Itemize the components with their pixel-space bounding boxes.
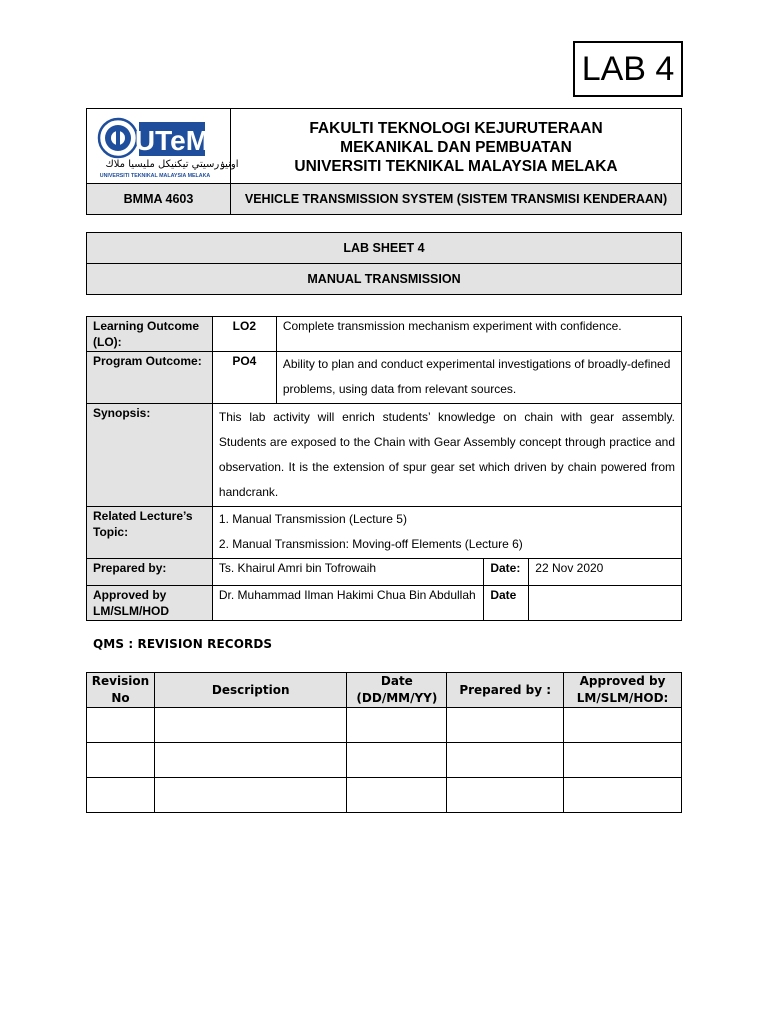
table-cell <box>347 743 447 778</box>
course-code: BMMA 4603 <box>87 184 231 215</box>
utem-logo <box>95 117 239 179</box>
col-header-revision-line1: Revision <box>91 674 150 688</box>
university-name: UNIVERSITI TEKNIKAL MALAYSIA MELAKA <box>294 157 618 175</box>
table-cell <box>447 743 564 778</box>
topic-item-1: 1. Manual Transmission (Lecture 5) <box>218 512 407 526</box>
col-header-approved-line1: Approved by <box>579 674 666 688</box>
topic-item-2: 2. Manual Transmission: Moving-off Elements (Lecture 6) <box>218 537 523 551</box>
approved-value: Dr. Muhammad Ilman Hakimi Chua Bin Abdullah <box>212 586 483 621</box>
col-header-description: Description <box>154 673 346 708</box>
faculty-title-cell <box>231 109 682 184</box>
revision-records-table <box>86 672 682 813</box>
approved-date-value <box>529 586 682 621</box>
table-cell <box>87 743 155 778</box>
approved-label: Approved by LM/SLM/HOD <box>87 586 213 621</box>
topic-list <box>212 507 681 559</box>
table-row <box>87 743 682 778</box>
po-text: Ability to plan and conduct experimental investigations of broadly-defined problems, using data from relevant sources. <box>276 352 681 404</box>
logo-caption-text: UNIVERSITI TEKNIKAL MALAYSIA MELAKA <box>99 173 211 179</box>
table-cell <box>154 743 346 778</box>
lab-number-label: LAB 4 <box>581 49 675 88</box>
lab-info-table <box>86 316 682 621</box>
prepared-label: Prepared by: <box>87 559 213 586</box>
po-label: Program Outcome: <box>87 352 213 404</box>
table-cell <box>564 743 682 778</box>
table-cell <box>347 708 447 743</box>
prepared-date-label: Date: <box>484 559 529 586</box>
lab-number-box <box>573 41 683 97</box>
prepared-value: Ts. Khairul Amri bin Tofrowaih <box>212 559 483 586</box>
col-header-date-line2: (DD/MM/YY) <box>356 691 438 705</box>
lab-sheet-subtitle: MANUAL TRANSMISSION <box>87 264 682 295</box>
col-header-prepared: Prepared by : <box>447 673 564 708</box>
col-header-approved <box>564 673 682 708</box>
table-row <box>87 708 682 743</box>
prepared-date-value: 22 Nov 2020 <box>529 559 682 586</box>
po-code: PO4 <box>212 352 276 404</box>
table-cell <box>447 778 564 813</box>
col-header-date-line1: Date <box>380 674 413 688</box>
table-row <box>87 778 682 813</box>
logo-cell <box>87 109 239 184</box>
col-header-revision-line2: No <box>111 691 130 705</box>
logo-jawi-text: اونيۏرسيتي تيكنيكل مليسيا ملاك <box>105 159 239 170</box>
topic-label: Related Lecture’s Topic: <box>87 507 213 559</box>
document-header-table <box>86 108 682 215</box>
table-cell <box>564 708 682 743</box>
synopsis-text: This lab activity will enrich students’ knowledge on chain with gear assembly. Students are exposed to the Chain with Gear Assembly concept through practice and observation. It is the extension of spur gear set which driven by chain powered from handcrank. <box>212 404 681 507</box>
table-cell <box>347 778 447 813</box>
faculty-line-2: MEKANIKAL DAN PEMBUATAN <box>340 138 572 156</box>
lo-code: LO2 <box>212 317 276 352</box>
table-cell <box>87 708 155 743</box>
logo-brand-text: UTeM <box>134 125 210 156</box>
revision-header-row <box>87 673 682 708</box>
course-name: VEHICLE TRANSMISSION SYSTEM (SISTEM TRANSMISI KENDERAAN) <box>231 184 682 215</box>
table-cell <box>564 778 682 813</box>
table-cell <box>87 778 155 813</box>
col-header-revision <box>87 673 155 708</box>
approved-date-label: Date <box>484 586 529 621</box>
faculty-line-1: FAKULTI TEKNOLOGI KEJURUTERAAN <box>309 119 603 137</box>
synopsis-label: Synopsis: <box>87 404 213 507</box>
qms-title: QMS : REVISION RECORDS <box>93 637 273 651</box>
table-cell <box>154 778 346 813</box>
lo-label: Learning Outcome (LO): <box>87 317 213 352</box>
lab-sheet-title-table <box>86 232 682 295</box>
lab-sheet-title: LAB SHEET 4 <box>87 233 682 264</box>
col-header-approved-line2: LM/SLM/HOD: <box>576 691 669 705</box>
col-header-date <box>347 673 447 708</box>
lo-text: Complete transmission mechanism experiment with confidence. <box>276 317 681 352</box>
table-cell <box>154 708 346 743</box>
table-cell <box>447 708 564 743</box>
